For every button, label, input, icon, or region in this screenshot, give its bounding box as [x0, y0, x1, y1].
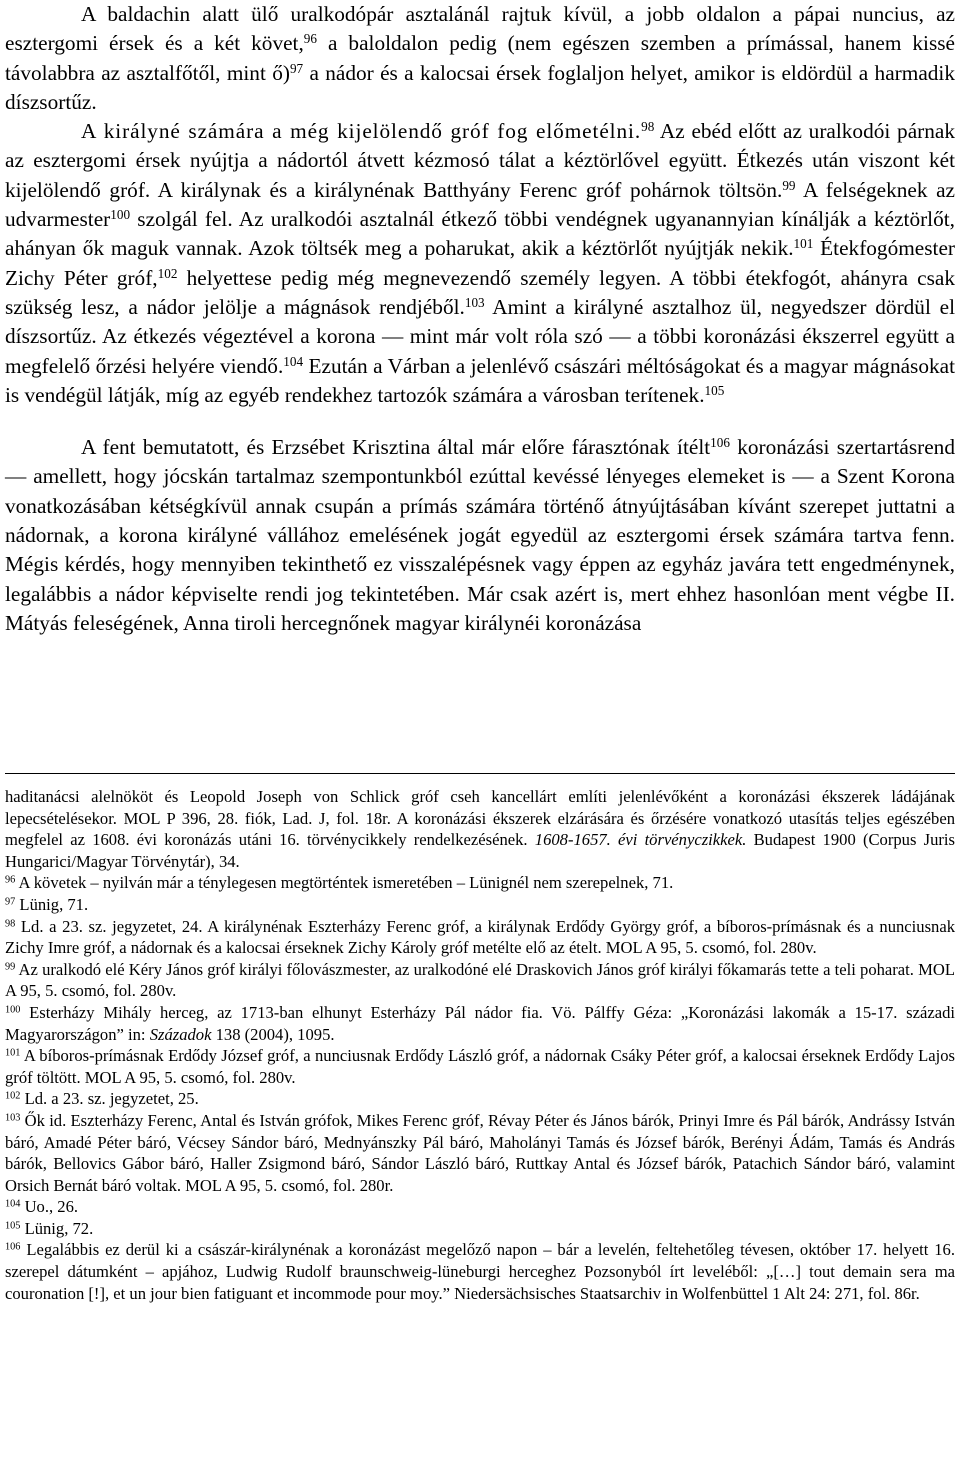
main-text [5, 0, 955, 638]
footnote-97: $^{97}$ Lünig, 71. [5, 894, 89, 914]
footnote-ref-99[interactable]: 99 [782, 177, 796, 193]
footnote-continuation: haditanácsi alelnököt és Leopold Joseph von Schlick gróf cseh kancellárt említi jelenlévőként a koronázási ékszerek ládájának lepecsételésekor. MOL P 396, 28. fiók, Lad. J, fol. 18r. A koronázási ékszerek elzárására és őrzésére vonatkozó utasítás teljes egészében megfelel az 1608. évi koronázás utáni 16. törvénycikkely rendelkezésének. 1608-1657. évi törvényczikkek. Budapest 1900 (Corpus Juris Hungarici/Magyar Törvénytár), 34. [5, 787, 955, 871]
footnote-ref-105[interactable]: 105 [704, 382, 725, 398]
footnotes [5, 786, 955, 1304]
footnote-102: $^{102}$ Ld. a 23. sz. jegyzetet, 25. [5, 1089, 199, 1109]
footnote-ref-98[interactable]: 98 [641, 118, 655, 134]
footnote-103: $^{103}$ Ők id. Eszterházy Ferenc, Antal és István grófok, Mikes Ferenc gróf, Révay Péter és János bárók, Prinyi Imre és Pál bárók, Andrássy István báró, Amadé Péter báró, Vécsey Sándor báró, Mednyánszky Pál báró, Maholányi Tamás és József bárók, Berényi Ádám, Tamás és András bárók, Bellovics Gábor báró, Haller Zsigmond báró, Sándor László báró, Ruttkay Antal és József bárók, Patachich Sándor báró, valamint Orsich Bernát báró voltak. MOL A 95, 5. csomó, fol. 280r. [5, 1110, 955, 1195]
footnote-ref-104[interactable]: 104 [283, 353, 304, 369]
footnote-separator [5, 773, 955, 774]
footnote-ref-103[interactable]: 103 [464, 294, 485, 310]
footnote-ref-102[interactable]: 102 [157, 265, 178, 281]
footnote-ref-100[interactable]: 100 [110, 206, 131, 222]
footnote-100: $^{100}$ Esterházy Mihály herceg, az 1713-ban elhunyt Esterházy Pál nádor fia. Vö. Pálffy Géza: „Koronázási lakomák a 15-17. századi Magyarországon” in: Századok 138 (2004), 1095. [5, 1002, 955, 1044]
footnote-101: $^{101}$ A bíboros-prímásnak Erdődy József gróf, a nunciusnak Erdődy László gróf, a nádornak Csáky Péter gróf, a kalocsai érseknek Erdődy Lajos gróf töltött. MOL A 95, 5. csomó, fol. 280v. [5, 1046, 955, 1087]
footnote-ref-97[interactable]: 97 [289, 60, 304, 76]
footnote-ref-106[interactable]: 106 [710, 434, 730, 450]
footnote-104: $^{104}$ Uo., 26. [5, 1197, 79, 1217]
document-page [5, 0, 956, 1303]
paragraph-coronation-banquet: A baldachin alatt ülő uralkodópár asztalánál rajtuk kívül, a jobb oldalon a pápai nuncius, az esztergomi érsek és a két követ,$^{96}$ a baloldalon pedig (nem egészen szemben a prímással, hanem kissé távolabbra az asztalfőtől, mint ő)$^{97}$ a nádor és a kalocsai érsek foglaljon helyet, amikor is eldördül a harmadik díszsortűz. A királyné számára a még kijelölendő gróf fog előmetélni.$^{98}$ Az ebéd előtt az uralkodói párnak az esztergomi érsek nyújtja a nádortól átvett kézmosó tálat a kéztörlővel együtt. Étkezés után viszont két kijelölendő gróf. A királynak és a királynénak Batthyány Ferenc gróf pohárnok töltsön.$^{99}$ A felségeknek az udvarmester$^{100}$ szolgál fel. Az uralkodói asztalnál étkező többi vendégnek ugyanannyian kínálják a kéztörlőt, ahányan ők maguk vannak. Azok töltsék meg a poharukat, akik a kéztörlőt nyújtják nekik.$^{101}$ Étekfogómester Zichy Péter gróf,$^{102}$ helyettese pedig még megnevezendő személy legyen. A többi étekfogót, ahányra csak szükség lesz, a nádor jelölje a mágnások rendjéből.$^{103}$ Amint a királyné asztalhoz ül, negyedszer dördül el díszsortűz. Az étkezés végeztével a korona — mint már volt róla szó — a többi koronázási ékszerrel együtt a megfelelő őrzési helyére viendő.$^{104}$ Ezután a Várban a jelenlévő császári méltóságokat és a magyar mágnásokat is vendégül látják, míg az egyéb rendekhez tartozók számára a városban terítenek.$^{105}$ [5, 2, 956, 407]
footnote-ref-96[interactable]: 96 [303, 31, 317, 47]
footnote-99: $^{99}$ Az uralkodó elé Kéry János gróf királyi főlovászmester, az uralkodóné elé Draskovich János gróf királyi főkamarás tette a teli poharat. MOL A 95, 5. csomó, fol. 280v. [5, 959, 955, 1001]
footnote-96: $^{96}$ A követek – nyilván már a ténylegesen megtörténtek ismeretében – Lünignél nem szerepelnek, 71. [5, 873, 674, 893]
footnote-106: $^{106}$ Legalábbis ez derül ki a császár-királynénak a koronázást megelőző napon – bár a levelén, feltehetőleg tévesen, október 17. helyett 16. szerepel dátumként – apjához, Ludwig Rudolf braunschweig-lüneburgi herceghez Pozsonyból írt leveléből: „[…] tout demain sera ma couronation [!], et un jour bien fatiguant et incommode pour moy.” Niedersächsisches Staatsarchiv in Wolfenbüttel 1 Alt 24: 271, fol. 86r. [5, 1240, 955, 1303]
paragraph-analysis: A fent bemutatott, és Erzsébet Krisztina által már előre fárasztónak ítélt$^{106}$ koronázási szertartásrend — amellett, hogy jócskán tartalmaz szempontunkból ezúttal kevéssé lényeges elemeket is — a Szent Korona vonatkozásában kétségkívül annak csupán a prímás számára történő átnyújtásában kívánt szerepet juttatni a nádornak, a korona királyné vállához emelésének jogát egyedül az esztergomi érsek számára tartva fenn. Mégis kérdés, hogy mennyiben tekinthető ez visszalépésnek vagy éppen az egyház javára tett engedménynek, legalábbis a nádor képviselte rendi jog tekintetében. Már csak azért is, mert ehhez hasonlóan ment végbe II. Mátyás feleségének, Anna tiroli hercegnőnek magyar királynéi koronázása [5, 434, 955, 635]
footnote-ref-101[interactable]: 101 [793, 236, 814, 252]
footnote-105: $^{105}$ Lünig, 72. [5, 1218, 94, 1238]
footnote-98: $^{98}$ Ld. a 23. sz. jegyzetet, 24. A királynénak Eszterházy Ferenc gróf, a királynak Erdődy György gróf, a bíboros-prímásnak és a nunciusnak Zichy Imre gróf, a nádornak és a kalocsai érseknek Zichy Károly gróf metélte elő az ételt. MOL A 95, 5. csomó, fol. 280v. [5, 916, 955, 958]
